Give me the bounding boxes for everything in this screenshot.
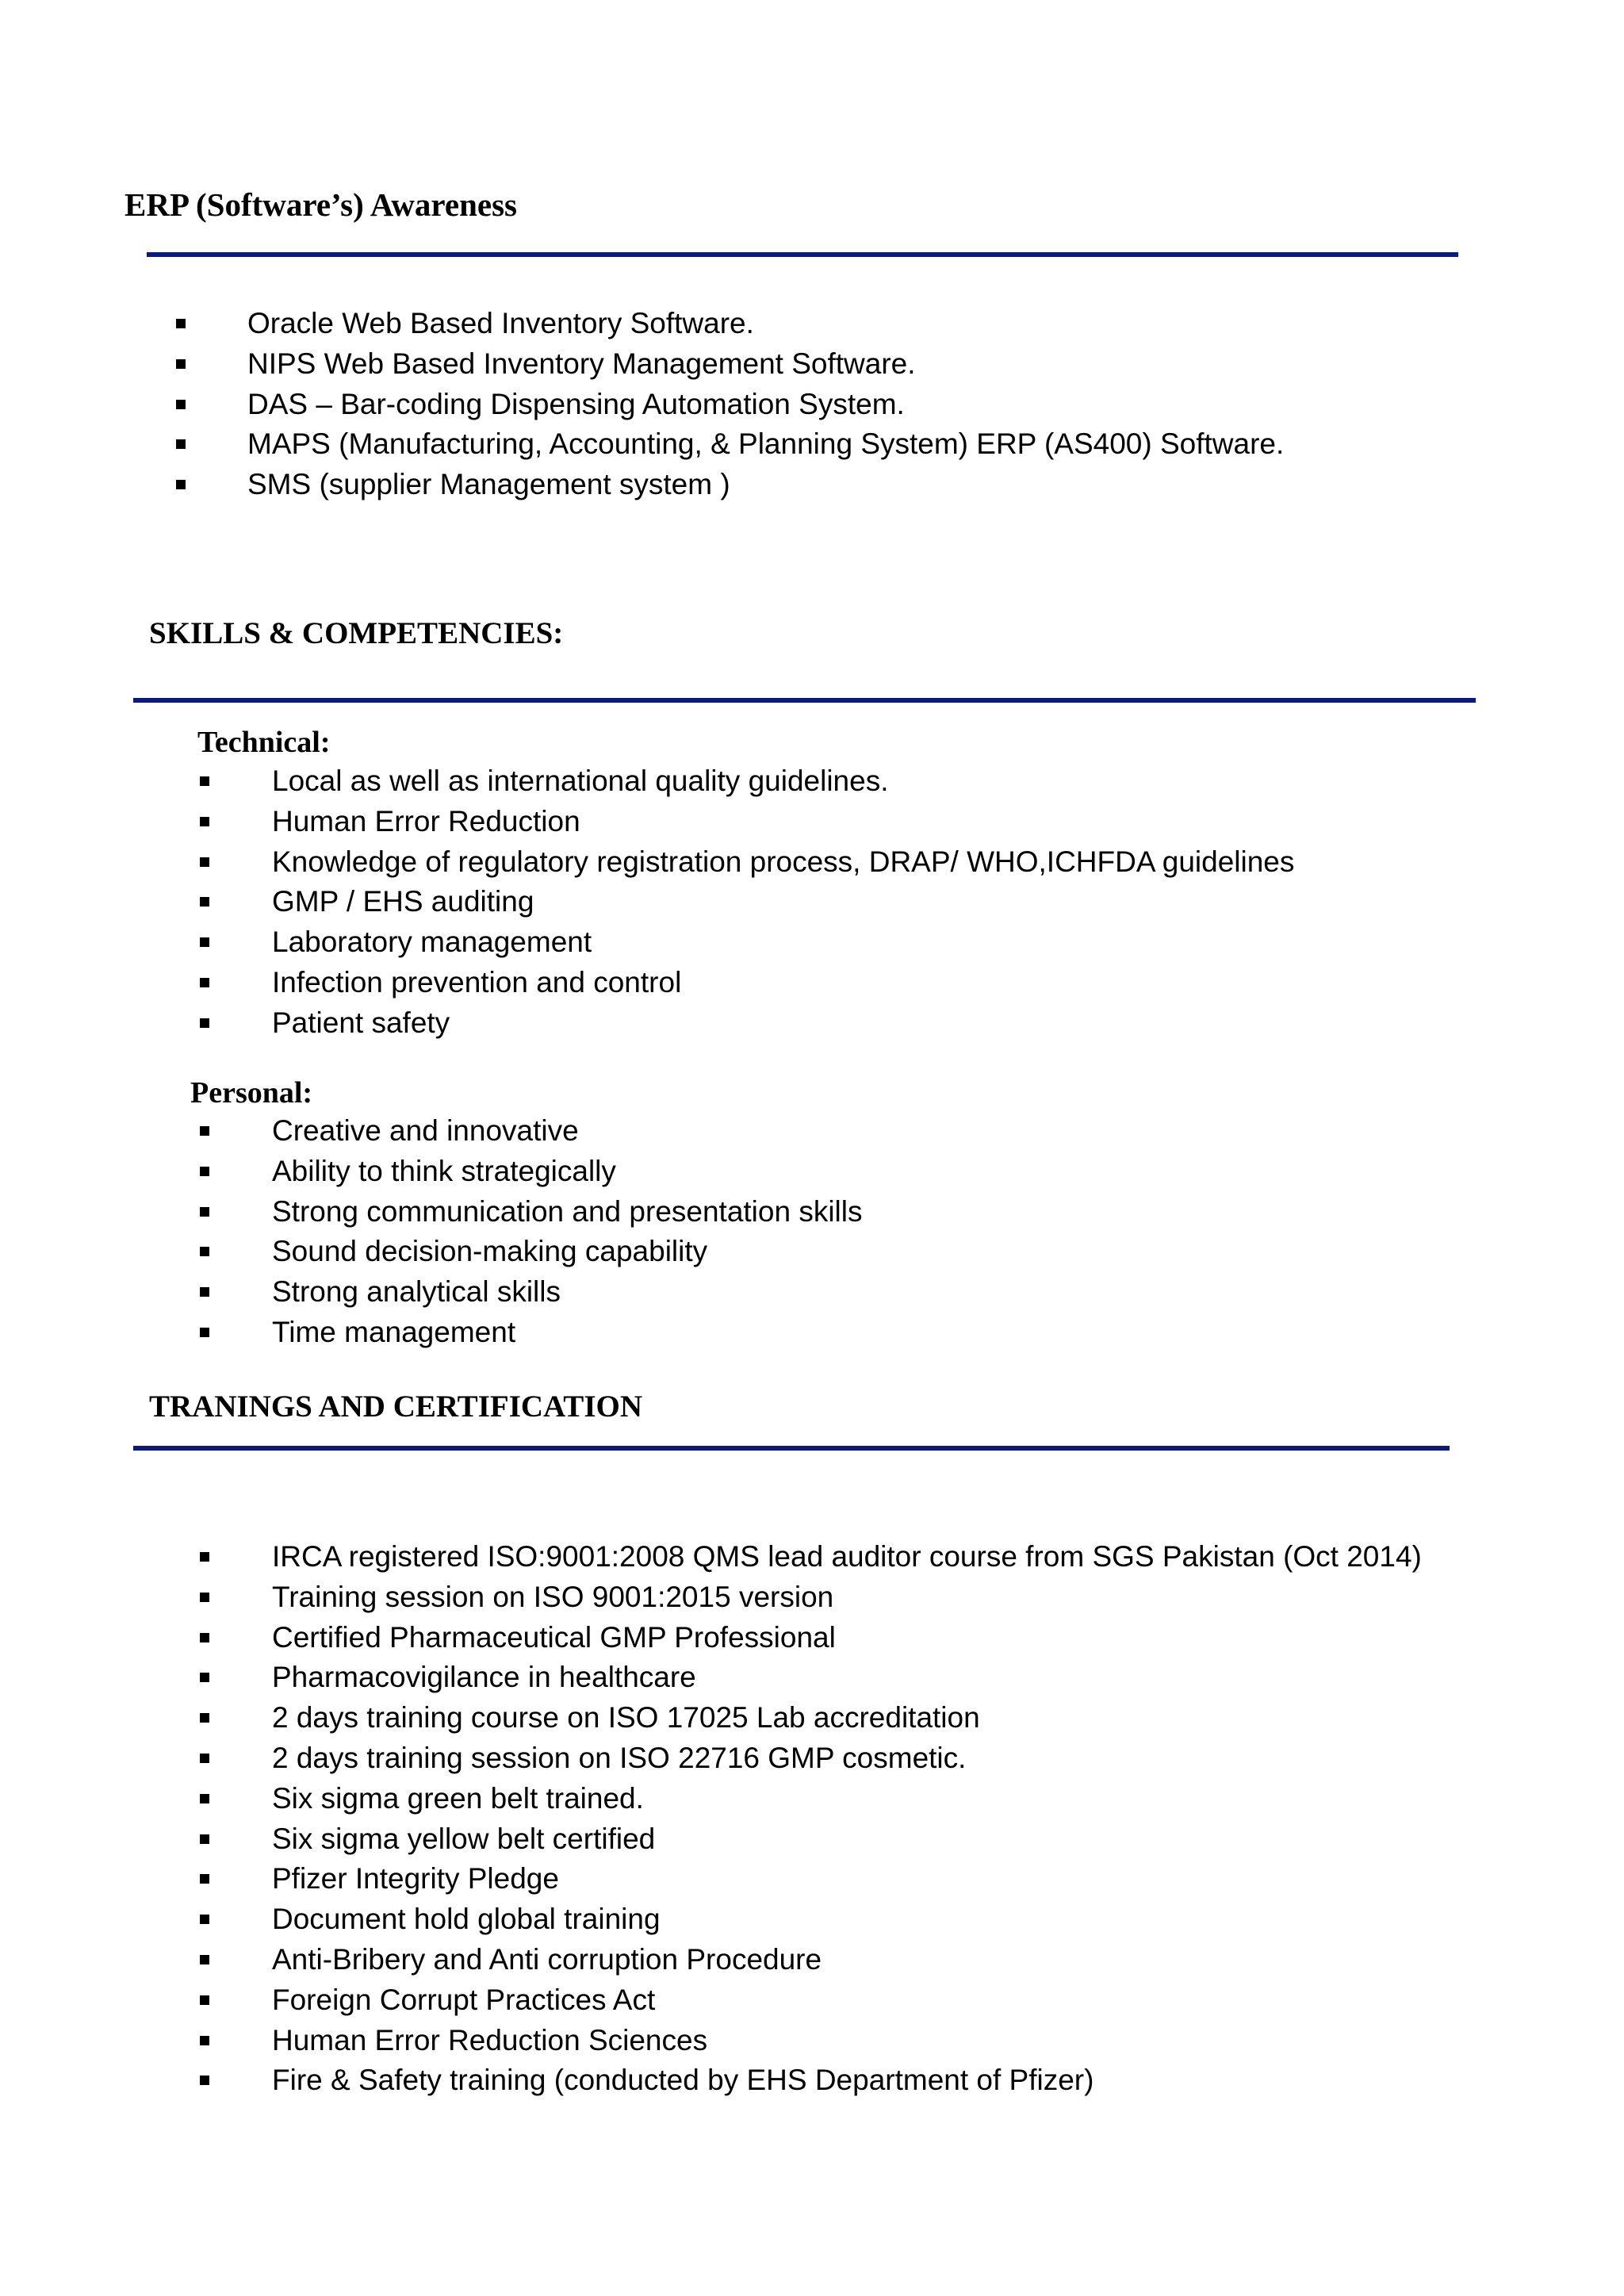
list-item-text: Pfizer Integrity Pledge [272, 1862, 559, 1895]
erp-section-title: ERP (Software’s) Awareness [124, 186, 517, 223]
list-item-text: Foreign Corrupt Practices Act [272, 1983, 656, 2016]
square-bullet-icon [200, 1995, 209, 2005]
square-bullet-icon [200, 1834, 209, 1844]
list-item-text: NIPS Web Based Inventory Management Software. [247, 347, 916, 380]
list-item-text: Pharmacovigilance in healthcare [272, 1661, 696, 1694]
list-item-text: IRCA registered ISO:9001:2008 QMS lead auditor course from SGS Pakistan (Oct 2014) [272, 1540, 1422, 1573]
square-bullet-icon [176, 400, 186, 409]
list-item-text: Six sigma yellow belt certified [272, 1822, 656, 1855]
list-item-text: Sound decision-making capability [272, 1235, 708, 1268]
square-bullet-icon [200, 857, 209, 867]
list-item-text: SMS (supplier Management system ) [247, 468, 730, 501]
square-bullet-icon [200, 1713, 209, 1723]
personal-subheading: Personal: [190, 1076, 313, 1110]
list-item-text: 2 days training course on ISO 17025 Lab accreditation [272, 1701, 980, 1734]
square-bullet-icon [200, 817, 209, 826]
list-item-text: Anti-Bribery and Anti corruption Procedure [272, 1942, 822, 1976]
list-item-text: Human Error Reduction Sciences [272, 2023, 708, 2056]
list-item-text: Document hold global training [272, 1903, 661, 1936]
list-item-text: Infection prevention and control [272, 965, 682, 999]
square-bullet-icon [200, 1247, 209, 1256]
erp-section-divider [147, 252, 1458, 257]
square-bullet-icon [200, 937, 209, 947]
square-bullet-icon [200, 1287, 209, 1297]
list-item-text: Laboratory management [272, 926, 592, 959]
square-bullet-icon [200, 978, 209, 987]
square-bullet-icon [200, 1552, 209, 1562]
square-bullet-icon [200, 1328, 209, 1337]
trainings-section-title: TRANINGS AND CERTIFICATION [149, 1389, 643, 1424]
square-bullet-icon [200, 1915, 209, 1924]
square-bullet-icon [200, 897, 209, 907]
list-item-text: 2 days training session on ISO 22716 GMP cosmetic. [272, 1741, 967, 1774]
square-bullet-icon [200, 1167, 209, 1176]
square-bullet-icon [200, 776, 209, 786]
skills-section-divider [133, 698, 1476, 703]
square-bullet-icon [200, 1754, 209, 1763]
list-item-text: Certified Pharmaceutical GMP Professional [272, 1620, 836, 1654]
list-item-text: Time management [272, 1315, 516, 1348]
square-bullet-icon [200, 1018, 209, 1028]
list-item-text: MAPS (Manufacturing, Accounting, & Planning System) ERP (AS400) Software. [247, 427, 1285, 461]
square-bullet-icon [176, 319, 186, 328]
square-bullet-icon [200, 1126, 209, 1136]
technical-subheading: Technical: [197, 726, 331, 759]
list-item-text: Fire & Safety training (conducted by EHS Department of Pfizer) [272, 2064, 1094, 2097]
list-item-text: DAS – Bar-coding Dispensing Automation System. [247, 387, 905, 420]
square-bullet-icon [200, 1207, 209, 1217]
list-item-text: Six sigma green belt trained. [272, 1781, 644, 1815]
list-item-text: Oracle Web Based Inventory Software. [247, 307, 754, 339]
list-item-text: Strong analytical skills [272, 1275, 561, 1309]
skills-section-title: SKILLS & COMPETENCIES: [149, 616, 564, 650]
square-bullet-icon [200, 2076, 209, 2085]
square-bullet-icon [176, 480, 186, 489]
square-bullet-icon [200, 2036, 209, 2045]
square-bullet-icon [200, 1593, 209, 1602]
list-item-text: Knowledge of regulatory registration process, DRAP/ WHO,ICHFDA guidelines [272, 845, 1295, 878]
list-item-text: Creative and innovative [272, 1114, 579, 1147]
list-item-text: GMP / EHS auditing [272, 885, 534, 918]
list-item-text: Strong communication and presentation skills [272, 1194, 863, 1228]
list-item-text: Human Error Reduction [272, 804, 580, 838]
square-bullet-icon [176, 439, 186, 449]
list-item-text: Local as well as international quality guidelines. [272, 765, 889, 797]
list-item-text: Training session on ISO 9001:2015 version [272, 1580, 834, 1613]
square-bullet-icon [200, 1955, 209, 1964]
square-bullet-icon [200, 1794, 209, 1803]
square-bullet-icon [200, 1874, 209, 1884]
list-item-text: Ability to think strategically [272, 1154, 616, 1187]
trainings-section-divider [133, 1446, 1450, 1451]
square-bullet-icon [176, 359, 186, 369]
square-bullet-icon [200, 1633, 209, 1642]
square-bullet-icon [200, 1673, 209, 1682]
list-item-text: Patient safety [272, 1006, 450, 1039]
